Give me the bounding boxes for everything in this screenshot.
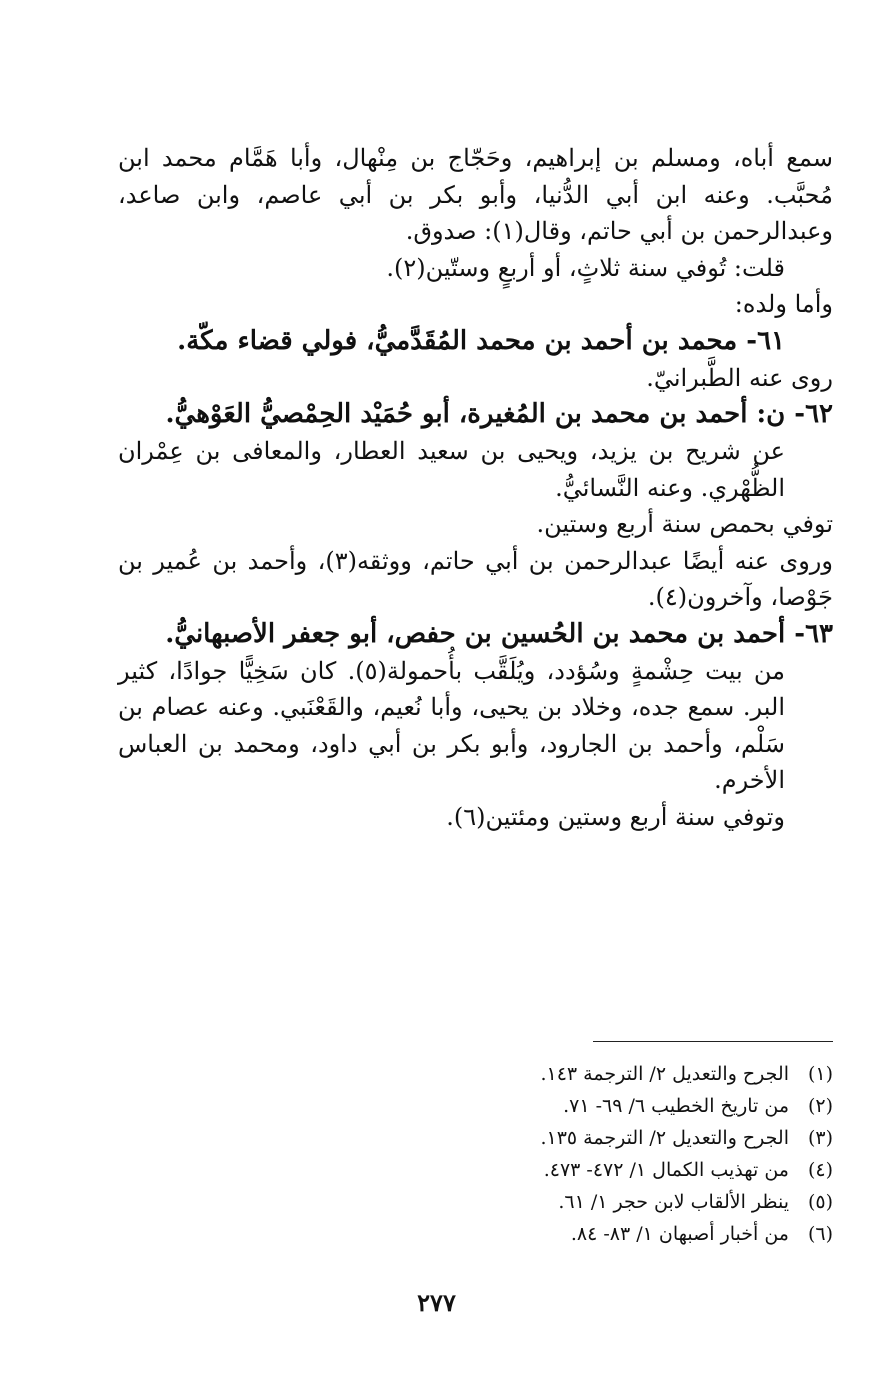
entry-heading: ٦٢- ن: أحمد بن محمد بن المُغيرة، أبو حُمَيْد الحِمْصيُّ العَوْهيُّ.: [165, 399, 833, 429]
entry-heading: ٦٣- أحمد بن محمد بن الحُسين بن حفص، أبو جعفر الأصبهانيُّ.: [165, 618, 833, 649]
paragraph: سمع أباه، ومسلم بن إبراهيم، وحَجّاج بن مِنْهال، وأبا هَمَّام محمد ابن مُحبَّب. وعنه ابن أبي الدُّنيا، وأبو بكر بن أبي عاصم، وابن صاعد، وعبدالرحمن بن أبي حاتم، وقال(١): صدوق.: [118, 144, 833, 245]
footnote-number: (٣): [807, 1127, 833, 1149]
paragraph: عن شريح بن يزيد، ويحيى بن سعيد العطار، والمعافى بن عِمْران الظُّهْري. وعنه النَّسائيُّ.: [118, 437, 785, 502]
footnote-text: من أخبار أصبهان ١/ ٨٣- ٨٤.: [570, 1223, 789, 1245]
footnote-number: (٦): [807, 1223, 833, 1245]
paragraph: روى عنه الطَّبرانيّ.: [646, 363, 833, 392]
footnote: [233, 1122, 833, 1154]
footnote-divider: [593, 1041, 833, 1042]
footnote-text: من تاريخ الخطيب ٦/ ٦٩- ٧١.: [563, 1095, 789, 1117]
footnote-text: من تهذيب الكمال ١/ ٤٧٢- ٤٧٣.: [543, 1159, 789, 1181]
main-text: [118, 140, 833, 835]
footnote: [233, 1186, 833, 1218]
footnote: [233, 1058, 833, 1090]
footnote-number: (٥): [807, 1191, 833, 1213]
footnote: [233, 1218, 833, 1250]
paragraph: من بيت حِشْمةٍ وسُؤدد، ويُلَقَّب بأُحمولة(٥). كان سَخِيًّا جوادًا، كثير البر. سمع جده، وخلاد بن يحيى، وأبا نُعيم، والقَعْنَبي. وعنه عصام بن سَلْم، وأحمد بن الجارود، وأبو بكر بن أبي داود، ومحمد بن العباس الأخرم.: [118, 656, 786, 794]
entry-heading: ٦١- محمد بن أحمد بن محمد المُقَدَّميُّ، فولي قضاء مكّة.: [177, 325, 785, 356]
paragraph: توفي بحمص سنة أربع وستين.: [536, 510, 833, 538]
paragraph: وروى عنه أيضًا عبدالرحمن بن أبي حاتم، ووثقه(٣)، وأحمد بن عُمير بن جَوْصا، وآخرون(٤).: [118, 546, 833, 611]
footnote-text: الجرح والتعديل ٢/ الترجمة ١٤٣.: [540, 1063, 789, 1085]
paragraph: قلت: تُوفي سنة ثلاثٍ، أو أربعٍ وستّين(٢).: [386, 253, 785, 282]
paragraph: وتوفي سنة أربع وستين ومئتين(٦).: [446, 802, 785, 831]
footnotes-list: [233, 1058, 833, 1250]
paragraph: وأما ولده:: [734, 290, 833, 318]
footnote: [233, 1090, 833, 1122]
footnote-text: الجرح والتعديل ٢/ الترجمة ١٣٥.: [540, 1127, 789, 1149]
footnote-number: (١): [807, 1063, 833, 1085]
footnote: [233, 1154, 833, 1186]
footnote-number: (٢): [807, 1095, 833, 1117]
footnote-number: (٤): [807, 1159, 833, 1181]
page-number: ٢٧٧: [417, 1288, 456, 1317]
footnote-text: ينظر الألقاب لابن حجر ١/ ٦١.: [558, 1191, 789, 1213]
